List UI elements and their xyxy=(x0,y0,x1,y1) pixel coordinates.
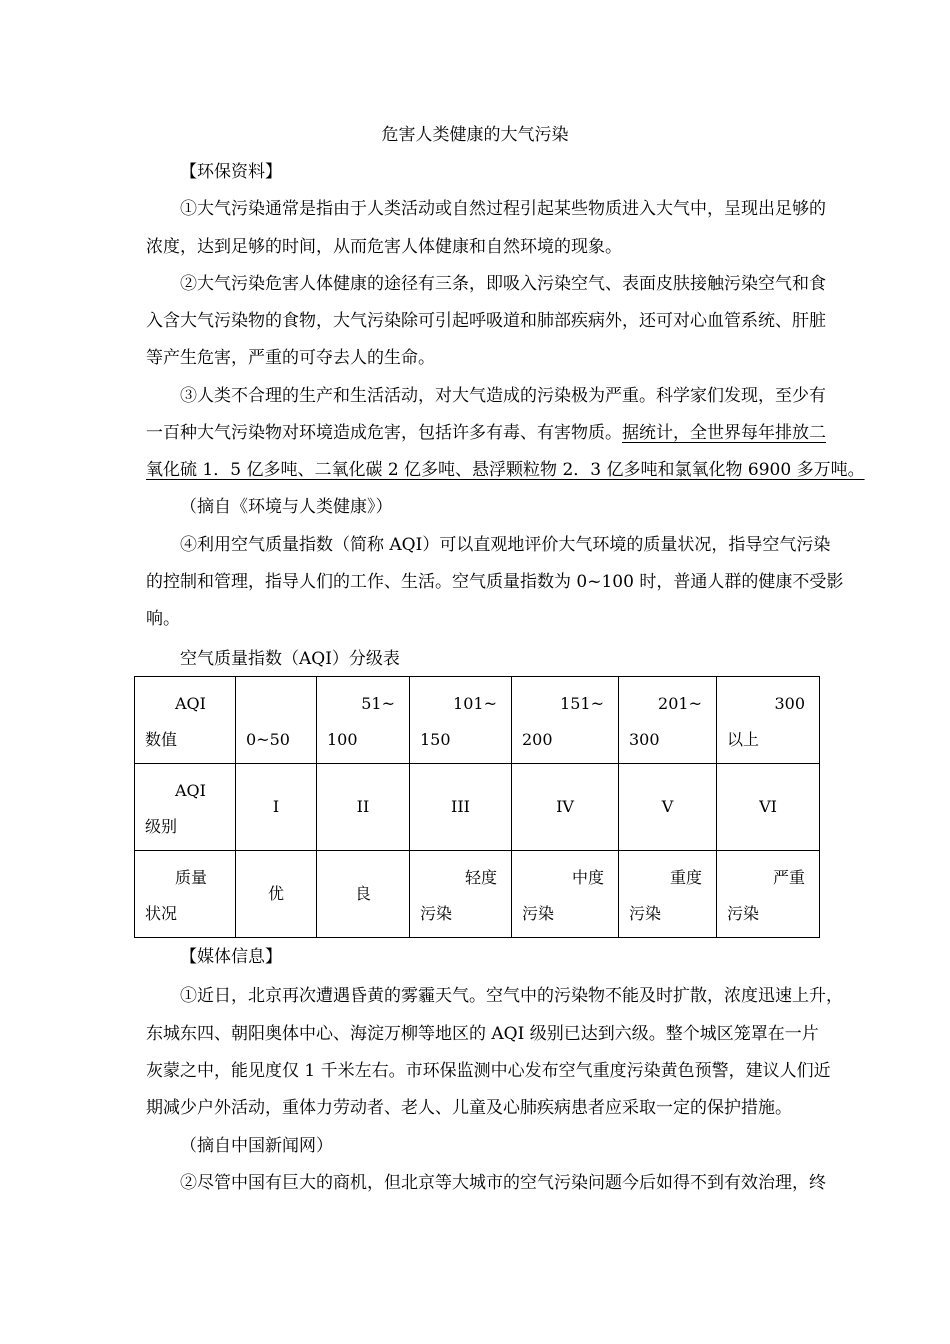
page-title: 危害人类健康的大气污染 xyxy=(381,125,569,145)
env-p3-underlined-text: 据统计，全世界每年排放二 xyxy=(622,423,826,443)
table-row xyxy=(135,677,820,764)
env-p3-line xyxy=(146,422,826,444)
env-p1-line: 浓度，达到足够的时间，从而危害人体健康和自然环境的现象。 xyxy=(146,237,622,257)
table-cell: 0~50 xyxy=(236,677,317,764)
env-p4-line: 的控制和管理，指导人们的工作、生活。空气质量指数为 0~100 时，普通人群的健康不受影 xyxy=(146,572,844,592)
table-cell: I xyxy=(236,764,317,851)
table-caption: 空气质量指数（AQI）分级表 xyxy=(180,649,400,669)
table-header-cell: 质量 状况 xyxy=(135,851,236,938)
env-p1-line: ①大气污染通常是指由于人类活动或自然过程引起某些物质进入大气中，呈现出足够的 xyxy=(180,199,826,219)
table-cell: 300 以上 xyxy=(717,677,820,764)
media-section-heading: 【媒体信息】 xyxy=(180,947,282,967)
env-p3-underlined-line: 氧化硫 1．5 亿多吨、二氧化碳 2 亿多吨、悬浮颗粒物 2．3 亿多吨和氯氧化物 6900 多万吨。 xyxy=(146,460,865,480)
env-p4-line: ④利用空气质量指数（简称 AQI）可以直观地评价大气环境的质量状况，指导空气污染 xyxy=(180,535,831,555)
env-section-heading: 【环保资料】 xyxy=(180,162,282,182)
table-header-cell: AQI 级别 xyxy=(135,764,236,851)
table-cell: II xyxy=(317,764,410,851)
table-cell: 轻度 污染 xyxy=(410,851,512,938)
table-cell: 151~ 200 xyxy=(512,677,619,764)
table-cell: VI xyxy=(717,764,820,851)
aqi-grade-table xyxy=(134,676,820,938)
table-cell: 良 xyxy=(317,851,410,938)
table-cell: III xyxy=(410,764,512,851)
table-cell: 重度 污染 xyxy=(619,851,717,938)
table-row xyxy=(135,851,820,938)
table-cell: 中度 污染 xyxy=(512,851,619,938)
table-cell: 201~ 300 xyxy=(619,677,717,764)
table-header-cell: AQI 数值 xyxy=(135,677,236,764)
table-row xyxy=(135,764,820,851)
env-p4-line: 响。 xyxy=(146,609,180,629)
env-p2-line: ②大气污染危害人体健康的途径有三条，即吸入污染空气、表面皮肤接触污染空气和食 xyxy=(180,274,826,294)
media-p1-line: ①近日，北京再次遭遇昏黄的雾霾天气。空气中的污染物不能及时扩散，浓度迅速上升， xyxy=(180,986,843,1006)
env-p3-plain-text: 一百种大气污染物对环境造成危害，包括许多有毒、有害物质。 xyxy=(146,423,622,443)
table-cell: 51~ 100 xyxy=(317,677,410,764)
env-p2-line: 等产生危害，严重的可夺去人的生命。 xyxy=(146,348,435,368)
media-p1-line: 灰蒙之中，能见度仅 1 千米左右。市环保监测中心发布空气重度污染黄色预警，建议人们近 xyxy=(146,1061,831,1081)
media-source-citation: （摘自中国新闻网） xyxy=(180,1136,333,1156)
table-cell: 严重 污染 xyxy=(717,851,820,938)
env-p3-line: ③人类不合理的生产和生活活动，对大气造成的污染极为严重。科学家们发现，至少有 xyxy=(180,386,826,406)
media-p2-line: ②尽管中国有巨大的商机，但北京等大城市的空气污染问题今后如得不到有效治理，终 xyxy=(180,1173,826,1193)
table-cell: V xyxy=(619,764,717,851)
table-cell: IV xyxy=(512,764,619,851)
env-source-citation: （摘自《环境与人类健康》） xyxy=(180,497,393,517)
table-cell: 101~ 150 xyxy=(410,677,512,764)
table-cell: 优 xyxy=(236,851,317,938)
media-p1-line: 东城东四、朝阳奥体中心、海淀万柳等地区的 AQI 级别已达到六级。整个城区笼罩在一片 xyxy=(146,1024,819,1044)
media-p1-line: 期减少户外活动，重体力劳动者、老人、儿童及心肺疾病患者应采取一定的保护措施。 xyxy=(146,1098,792,1118)
env-p2-line: 入含大气污染物的食物，大气污染除可引起呼吸道和肺部疾病外，还可对心血管系统、肝脏 xyxy=(146,311,826,331)
